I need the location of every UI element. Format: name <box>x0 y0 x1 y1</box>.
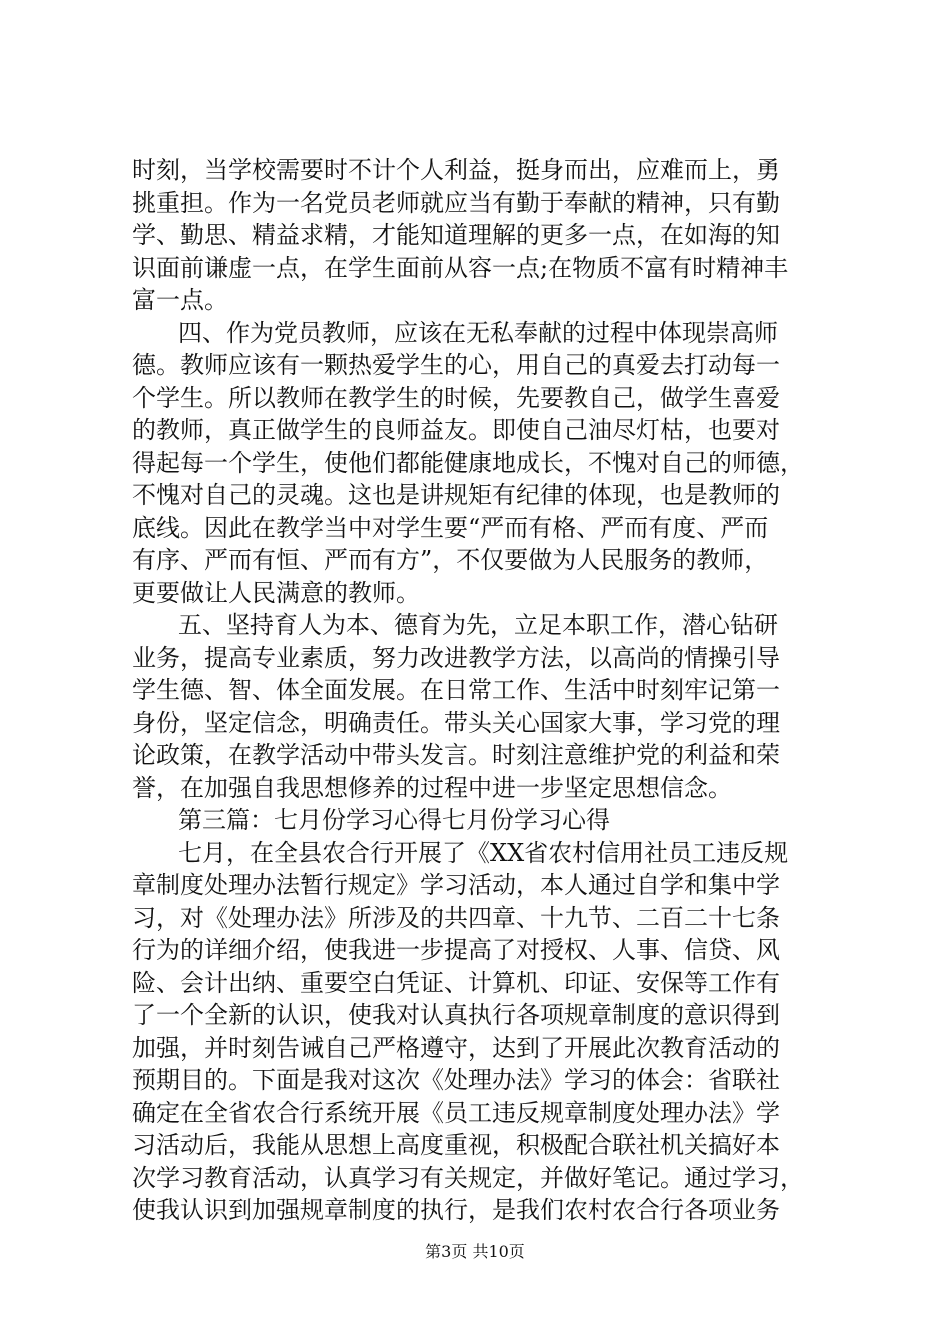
text-line: 挑重担。作为一名党员老师就应当有勤于奉献的精神，只有勤 <box>132 188 780 217</box>
text-line: 预期目的。下面是我对这次《处理办法》学习的体会：省联社 <box>132 1066 780 1094</box>
text-line: 个学生。所以教师在教学生的时候，先要教自己，做学生喜爱 <box>132 383 780 412</box>
document-body <box>132 154 832 1227</box>
text-line: 识面前谦虚一点，在学生面前从容一点;在物质不富有时精神丰 <box>132 253 789 282</box>
page-number-label: 第3页 共10页 <box>425 1242 525 1261</box>
paragraph-start-line: 五、坚持育人为本、德育为先，立足本职工作，潜心钻研 <box>178 611 778 639</box>
text-line: 次学习教育活动，认真学习有关规定，并做好笔记。通过学习， <box>132 1163 804 1192</box>
text-line: 底线。因此在教学当中对学生要“严而有格、严而有度、严而 <box>132 513 769 542</box>
text-line: 行为的详细介绍，使我进一步提高了对授权、人事、信贷、风 <box>132 936 780 964</box>
text-line: 学、勤思、精益求精，才能知道理解的更多一点，在如海的知 <box>132 221 780 249</box>
text-line: 的教师，真正做学生的良师益友。即使自己油尽灯枯，也要对 <box>132 416 780 444</box>
page-footer <box>0 1242 950 1262</box>
text-line: 身份，坚定信念，明确责任。带头关心国家大事，学习党的理 <box>132 708 780 737</box>
section-heading: 第三篇：七月份学习心得七月份学习心得 <box>178 806 610 834</box>
text-line: 更要做让人民满意的教师。 <box>132 578 420 607</box>
text-line: 习活动后，我能从思想上高度重视，积极配合联社机关搞好本 <box>132 1131 780 1159</box>
text-line: 了一个全新的认识，使我对认真执行各项规章制度的意识得到 <box>132 1001 780 1029</box>
text-line: 誉，在加强自我思想修养的过程中进一步坚定思想信念。 <box>132 773 732 802</box>
text-line: 得起每一个学生，使他们都能健康地成长，不愧对自己的师德， <box>132 448 804 477</box>
text-line: 确定在全省农合行系统开展《员工违反规章制度处理办法》学 <box>132 1098 780 1127</box>
text-line: 不愧对自己的灵魂。这也是讲规矩有纪律的体现，也是教师的 <box>132 481 780 509</box>
text-line: 论政策，在教学活动中带头发言。时刻注意维护党的利益和荣 <box>132 741 780 769</box>
text-line: 学生德、智、体全面发展。在日常工作、生活中时刻牢记第一 <box>132 676 780 704</box>
text-line: 习，对《处理办法》所涉及的共四章、十九节、二百二十七条 <box>132 903 780 932</box>
paragraph-start-line: 七月，在全县农合行开展了《XX省农村信用社员工违反规 <box>178 838 789 867</box>
text-line: 业务，提高专业素质，努力改进教学方法，以高尚的情操引导 <box>132 643 780 672</box>
text-line: 德。教师应该有一颗热爱学生的心，用自己的真爱去打动每一 <box>132 351 780 379</box>
text-line: 使我认识到加强规章制度的执行，是我们农村农合行各项业务 <box>132 1196 780 1224</box>
text-line: 章制度处理办法暂行规定》学习活动，本人通过自学和集中学 <box>132 871 780 899</box>
text-line: 险、会计出纳、重要空白凭证、计算机、印证、安保等工作有 <box>132 968 780 997</box>
text-line: 富一点。 <box>132 286 228 314</box>
text-line: 时刻，当学校需要时不计个人利益，挺身而出，应难而上，勇 <box>132 156 780 184</box>
text-line: 加强，并时刻告诫自己严格遵守，达到了开展此次教育活动的 <box>132 1033 780 1062</box>
text-line: 有序、严而有恒、严而有方”，不仅要做为人民服务的教师， <box>132 546 769 574</box>
paragraph-start-line: 四、作为党员教师，应该在无私奉献的过程中体现崇高师 <box>178 318 778 347</box>
